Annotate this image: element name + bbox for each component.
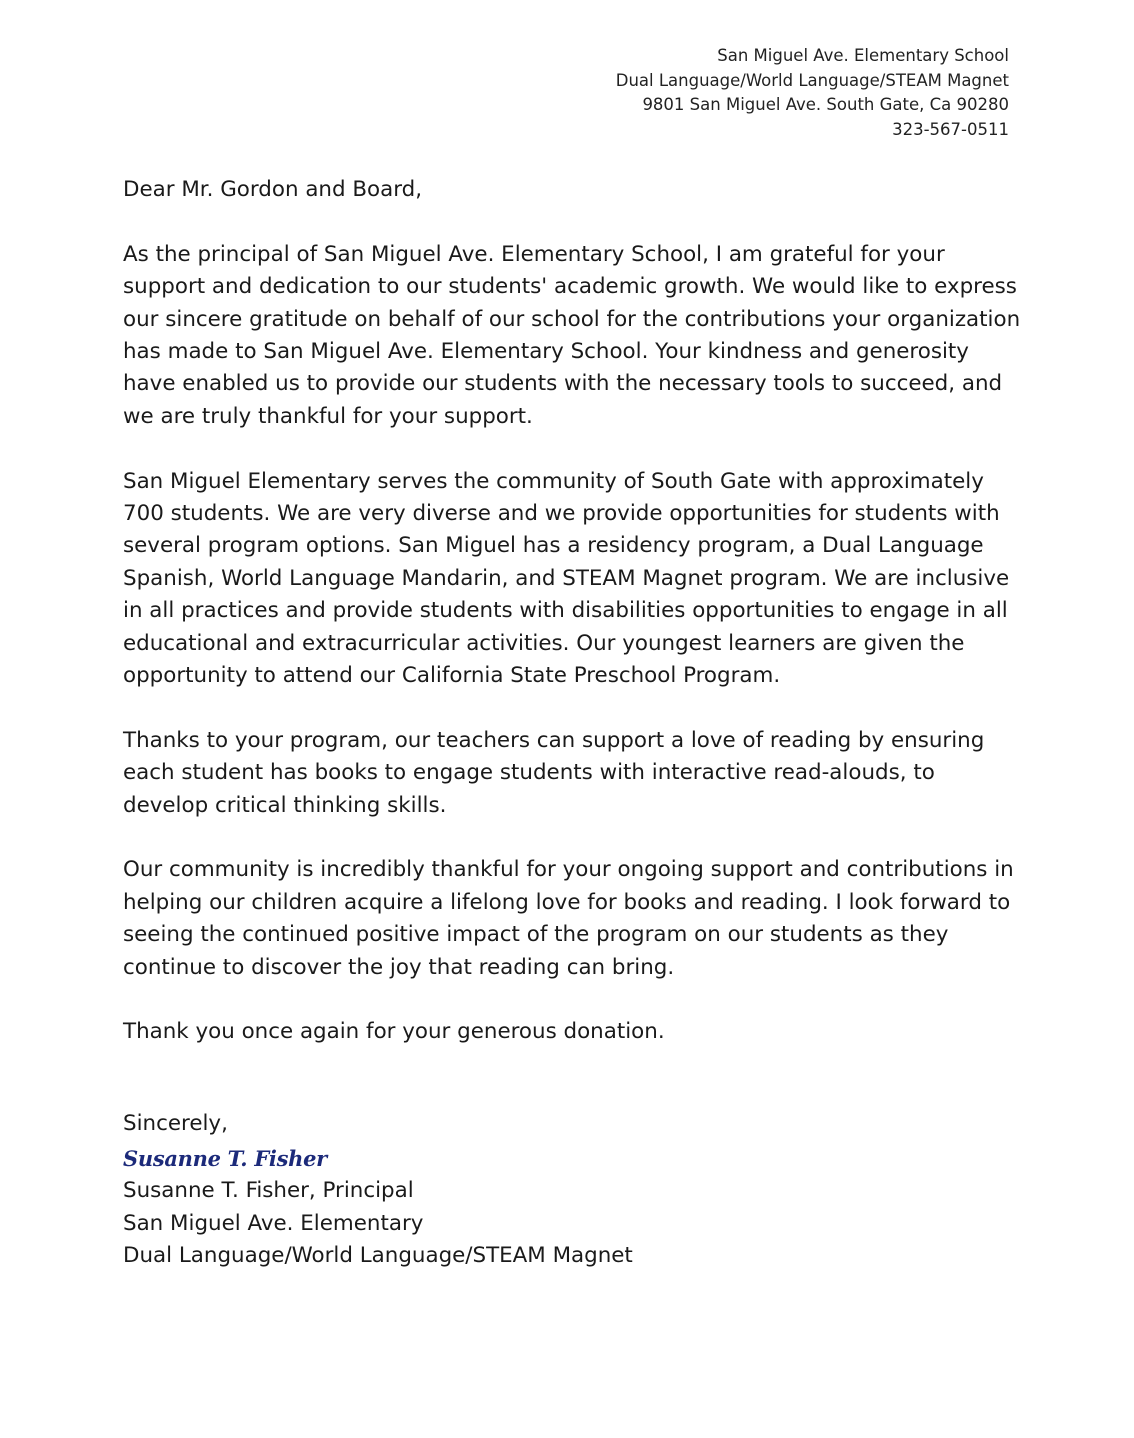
paragraph-reading-program: Thanks to your program, our teachers can support a love of reading by ensuring each student has books to engage students with interactive read-alouds, to develop critical thinking skills. [123, 727, 985, 818]
signer-school: San Miguel Ave. Elementary [123, 1210, 424, 1236]
letterhead-phone: 323-567-0511 [892, 120, 1009, 140]
paragraph-gratitude: As the principal of San Miguel Ave. Elementary School, I am grateful for your support and dedication to our students' academic growth. We would like to express our sincere gratitude on behalf of our school for the contributions your organization has made to San Miguel Ave. Elementary School. Your kindness and generosity have enabled us to provide our students with the necessary tools to succeed, and we are truly thankful for your support. [123, 241, 1021, 429]
letterhead-program: Dual Language/World Language/STEAM Magnet [615, 70, 1009, 90]
paragraph-school-overview: San Miguel Elementary serves the community of South Gate with approximately 700 students. We are very diverse and we provide opportunities for students with several program options. San Miguel has a residency program, a Dual Language Spanish, World Language Mandarin, and STEAM Magnet program. We are inclusive in all practices and provide students with disabilities opportunities to engage in all educational and extracurricular activities. Our youngest learners are given the opportunity to attend our California State Preschool Program. [123, 468, 1010, 689]
paragraph-closing-thanks: Thank you once again for your generous donation. [123, 1019, 665, 1045]
letterhead-school-name: San Miguel Ave. Elementary School [717, 46, 1009, 65]
paragraph-community-thanks: Our community is incredibly thankful for your ongoing support and contributions in helping our children acquire a lifelong love for books and reading. I look forward to seeing the continued positive impact of the program on our students as they continue to discover the joy that reading can bring. [123, 857, 1014, 980]
signer-name-title: Susanne T. Fisher, Principal [123, 1178, 414, 1204]
letter-body [123, 174, 1023, 1049]
handwritten-signature: Susanne T. Fisher [123, 1146, 327, 1172]
letterhead [489, 44, 1009, 143]
salutation: Dear Mr. Gordon and Board, [123, 177, 423, 202]
signer-program: Dual Language/World Language/STEAM Magnet [123, 1243, 633, 1269]
valediction: Sincerely, [123, 1111, 228, 1136]
closing-block [123, 1108, 633, 1273]
letterhead-address: 9801 San Miguel Ave. South Gate, Ca 90280 [642, 95, 1009, 115]
